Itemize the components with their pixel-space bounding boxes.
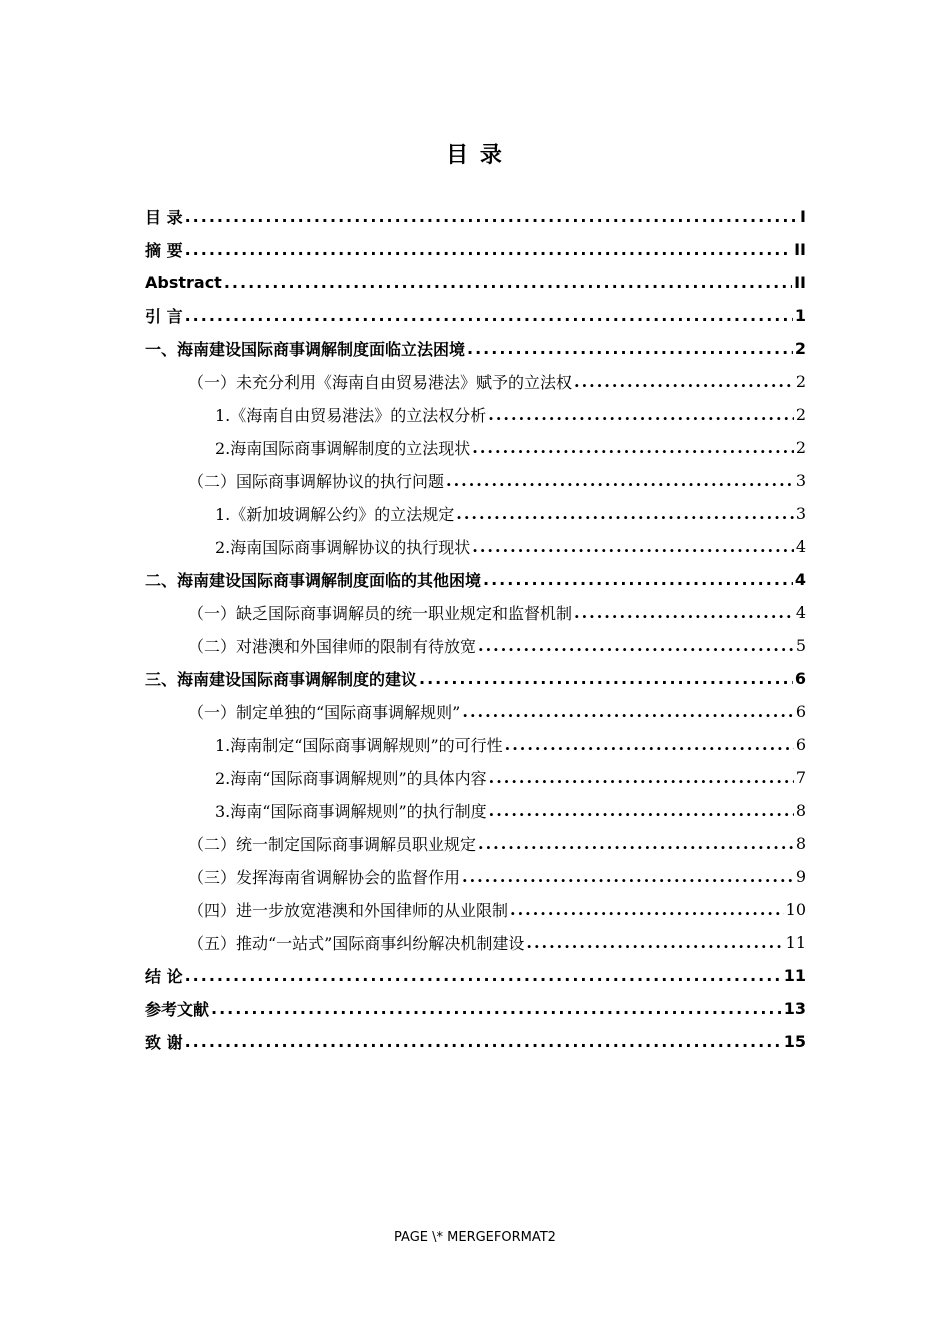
toc-entry-text: 致 谢: [145, 1033, 183, 1052]
toc-entry[interactable]: [145, 926, 806, 959]
toc-entry[interactable]: [145, 233, 806, 266]
toc-leader-dots: [526, 933, 783, 952]
toc-entry-page: 2: [795, 372, 806, 391]
toc-entry-text: 1.海南制定“国际商事调解规则”的可行性: [215, 736, 503, 755]
toc-entry[interactable]: [145, 332, 806, 365]
toc-entry[interactable]: [145, 992, 806, 1025]
toc-entry-text: （一）缺乏国际商事调解员的统一职业规定和监督机制: [188, 604, 573, 623]
toc-leader-dots: [505, 735, 794, 754]
toc-entry-page: 5: [795, 636, 806, 655]
toc-entry-page: 9: [795, 867, 806, 886]
toc-leader-dots: [472, 438, 794, 457]
toc-leader-dots: [472, 537, 794, 556]
toc-leader-dots: [467, 339, 793, 358]
toc-entry-text: 1.《海南自由贸易港法》的立法权分析: [215, 406, 487, 425]
toc-entry[interactable]: [145, 761, 806, 794]
toc-entry-page: 2: [795, 405, 806, 424]
toc-leader-dots: [419, 669, 793, 688]
toc-entry-text: （一）制定单独的“国际商事调解规则”: [188, 703, 461, 722]
toc-entry-text: Abstract: [145, 273, 222, 292]
toc-leader-dots: [456, 504, 794, 523]
toc-entry-text: （五）推动“一站式”国际商事纠纷解决机制建设: [188, 934, 525, 953]
toc-entry-page: 15: [783, 1032, 806, 1051]
toc-entry-page: 6: [794, 669, 806, 688]
toc-entry-text: 3.海南“国际商事调解规则”的执行制度: [215, 802, 487, 821]
toc-entry[interactable]: [145, 200, 806, 233]
toc-leader-dots: [462, 867, 794, 886]
toc-entry-text: 引 言: [145, 307, 183, 326]
toc-entry[interactable]: [145, 431, 806, 464]
toc-entry-text: 目 录: [145, 208, 183, 227]
toc-leader-dots: [211, 999, 782, 1018]
toc-entry-page: 6: [795, 702, 806, 721]
toc-entry-page: 2: [794, 339, 806, 358]
toc-entry[interactable]: [145, 662, 806, 695]
toc-entry[interactable]: [145, 299, 806, 332]
toc-entry-text: （二）国际商事调解协议的执行问题: [188, 472, 445, 491]
toc-leader-dots: [574, 603, 794, 622]
toc-leader-dots: [483, 570, 793, 589]
page-footer: PAGE \* MERGEFORMAT2: [394, 1230, 556, 1245]
toc-leader-dots: [489, 768, 794, 787]
toc-entry-text: （一）未充分利用《海南自由贸易港法》赋予的立法权: [188, 373, 573, 392]
toc-entry[interactable]: [145, 959, 806, 992]
toc-entry[interactable]: [145, 398, 806, 431]
toc-leader-dots: [185, 240, 793, 259]
toc-entry-page: 6: [795, 735, 806, 754]
toc-entry[interactable]: [145, 563, 806, 596]
toc-entry-text: 结 论: [145, 967, 183, 986]
toc-entry-page: 4: [795, 537, 806, 556]
toc-entry[interactable]: [145, 266, 806, 299]
toc-entry[interactable]: [145, 893, 806, 926]
toc-leader-dots: [488, 405, 794, 424]
toc-entry-text: 二、海南建设国际商事调解制度面临的其他困境: [145, 571, 482, 590]
toc-leader-dots: [185, 306, 793, 325]
toc-entry-text: 三、海南建设国际商事调解制度的建议: [145, 670, 418, 689]
toc-entry[interactable]: [145, 629, 806, 662]
toc-leader-dots: [574, 372, 794, 391]
toc-entry-page: II: [794, 273, 806, 292]
toc-leader-dots: [462, 702, 793, 721]
page-title: 目 录: [446, 143, 504, 168]
toc-leader-dots: [489, 801, 794, 820]
toc-entry-page: 10: [785, 900, 806, 919]
toc-leader-dots: [510, 900, 784, 919]
toc-entry-page: 1: [794, 306, 806, 325]
toc-entry-text: 一、海南建设国际商事调解制度面临立法困境: [145, 340, 466, 359]
toc-entry-page: 11: [783, 966, 806, 985]
toc-leader-dots: [185, 207, 798, 226]
toc-entry-text: 2.海南国际商事调解协议的执行现状: [215, 538, 471, 557]
toc-entry[interactable]: [145, 695, 806, 728]
toc-entry-page: 2: [795, 438, 806, 457]
toc-entry-text: 2.海南“国际商事调解规则”的具体内容: [215, 769, 487, 788]
toc-entry-page: 4: [794, 570, 806, 589]
toc-entry[interactable]: [145, 464, 806, 497]
toc-entry-page: 8: [795, 801, 806, 820]
toc-entry[interactable]: [145, 365, 806, 398]
toc-entry-text: （二）对港澳和外国律师的限制有待放宽: [188, 637, 477, 656]
toc-entry-page: 11: [785, 933, 806, 952]
toc-entry-text: 参考文献: [145, 1000, 210, 1019]
toc-entry[interactable]: [145, 728, 806, 761]
toc-entry[interactable]: [145, 860, 806, 893]
toc-entry-text: 摘 要: [145, 241, 183, 260]
toc-entry[interactable]: [145, 530, 806, 563]
toc-entry-text: （二）统一制定国际商事调解员职业规定: [188, 835, 477, 854]
toc-entry-page: 3: [795, 471, 806, 490]
toc-entry-page: 13: [783, 999, 806, 1018]
toc-leader-dots: [185, 966, 782, 985]
toc-entry[interactable]: [145, 497, 806, 530]
toc-entry[interactable]: [145, 827, 806, 860]
toc-leader-dots: [185, 1032, 782, 1051]
toc-entry-page: 4: [795, 603, 806, 622]
toc-entry[interactable]: [145, 794, 806, 827]
toc-entry-page: 8: [795, 834, 806, 853]
toc-entry-page: 3: [795, 504, 806, 523]
toc-entry-text: （四）进一步放宽港澳和外国律师的从业限制: [188, 901, 509, 920]
toc-entry-page: 7: [795, 768, 806, 787]
toc-entry-text: 1.《新加坡调解公约》的立法规定: [215, 505, 455, 524]
toc-leader-dots: [224, 273, 792, 292]
toc-entry-text: （三）发挥海南省调解协会的监督作用: [188, 868, 461, 887]
toc-entry-page: II: [794, 240, 806, 259]
toc-entry-page: I: [800, 207, 806, 226]
toc-entry[interactable]: [145, 596, 806, 629]
toc-leader-dots: [446, 471, 794, 490]
toc-entry-text: 2.海南国际商事调解制度的立法现状: [215, 439, 471, 458]
toc-entry[interactable]: [145, 1025, 806, 1058]
toc-leader-dots: [478, 834, 794, 853]
table-of-contents: [145, 200, 806, 1058]
toc-leader-dots: [478, 636, 794, 655]
